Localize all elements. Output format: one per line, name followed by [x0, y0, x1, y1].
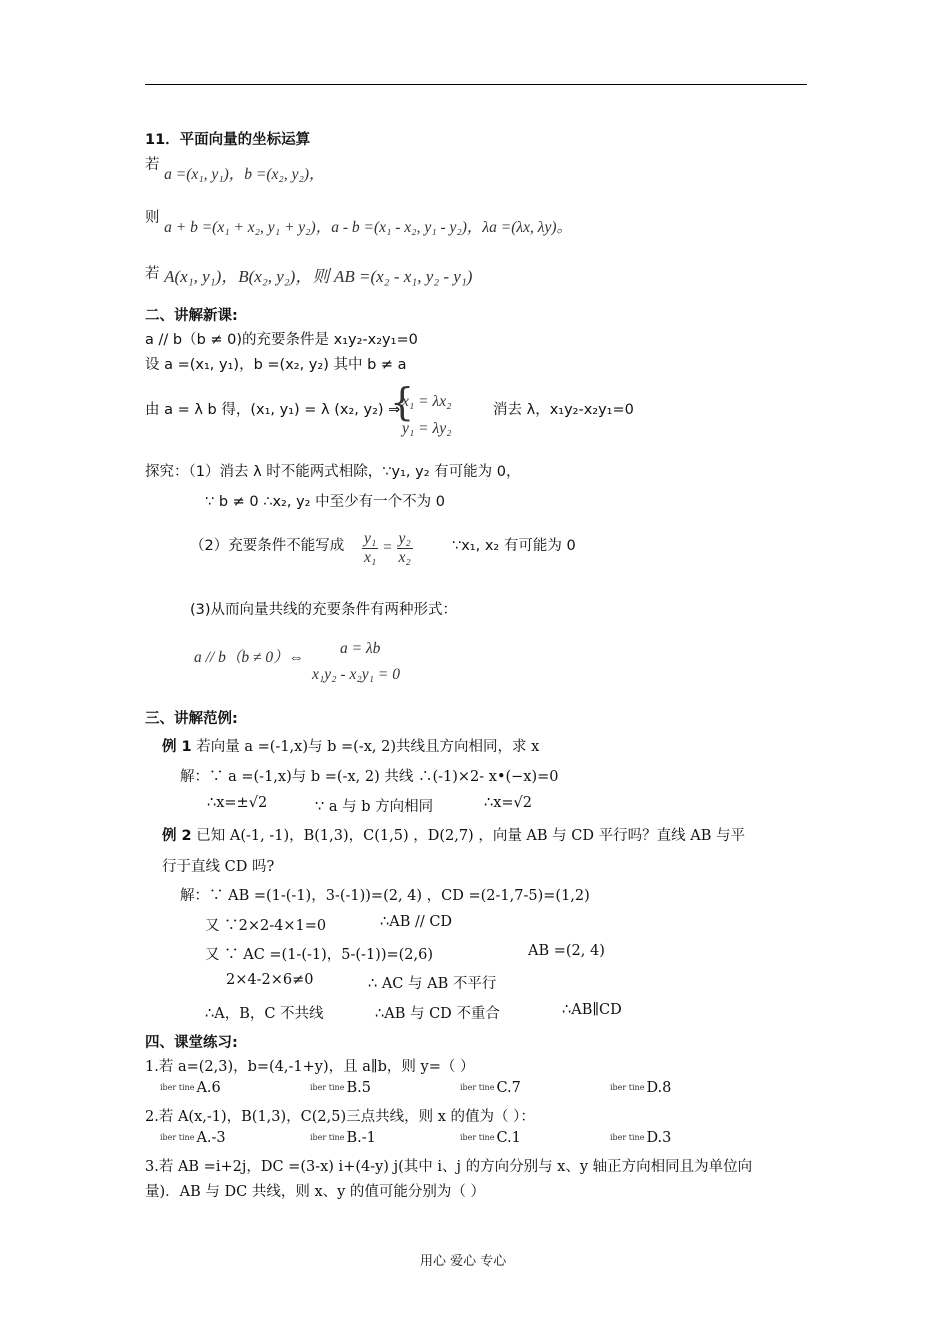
example-2	[162, 824, 745, 845]
ex2-text-2: 行于直线 CD 吗?	[162, 859, 275, 875]
ex2-sol-3a: 又 ∵ AC =(1-(-1)，5-(-1))=(2,6)	[205, 947, 434, 963]
explore-2b: ∵x₁, x₂ 有可能为 0	[452, 538, 576, 554]
ex1-sol-2a: ∴x=±√2	[207, 795, 268, 811]
ex1-text: 若向量 a =(-1,x)与 b =(-x, 2)共线且方向相同，求 x	[196, 739, 540, 755]
ex2-sol-5a: ∴A，B，C 不共线	[205, 1006, 324, 1022]
line-3	[145, 258, 473, 286]
q1-option-c-label: C.7	[496, 1080, 521, 1096]
q2-option-b-label: B.-1	[346, 1130, 376, 1146]
option-marker-icon: iber tine	[460, 1133, 495, 1142]
text-ze: 则	[145, 210, 160, 226]
line-1	[145, 152, 325, 183]
ex1-label: 例 1	[162, 739, 192, 755]
line-2	[145, 205, 572, 236]
option-marker-icon: iber tine	[610, 1133, 645, 1142]
explore-3: (3)从而向量共线的充要条件有两种形式：	[190, 602, 458, 618]
q1-option-b	[310, 1080, 371, 1096]
text-ruo-2: 若	[145, 266, 160, 282]
math-points: A(x₁, y₁)，B(x₂, y₂)，则	[164, 267, 330, 286]
frac-den-1: x₁	[364, 549, 377, 566]
section-4-title: 四、课堂练习:	[145, 1035, 238, 1051]
ex1-sol-2b: ∵ a 与 b 方向相同	[315, 799, 434, 815]
q1-option-c	[460, 1080, 521, 1096]
frac-den-2: x₂	[398, 549, 411, 566]
ex2-sol-2a: 又 ∵2×2-4×1=0	[205, 918, 327, 934]
system-eq-2: y₁ = λy₂	[402, 420, 452, 437]
ex2-sol-4b: ∴ AC 与 AB 不平行	[368, 976, 497, 992]
fraction-y1-x1: $\frac{\text{y₁}}{\text{x₁}}$ = $\frac{\text{y₂}}{\text{x₂}}$	[364, 530, 411, 566]
option-marker-icon: iber tine	[160, 1083, 195, 1092]
s2-line-3b: 消去 λ，x₁y₂-x₂y₁=0	[493, 402, 634, 418]
example-1	[162, 735, 539, 756]
question-3: 3.若 AB =i+2j，DC =(3-x) i+(4-y) j(其中 i、j 的方向分别与 x、y 轴正方向相同且为单位向	[145, 1159, 753, 1175]
system-eq-1: x₁ = λx₂	[402, 393, 452, 410]
q1-option-b-label: B.5	[346, 1080, 371, 1096]
frac-num-2: y₂	[398, 530, 411, 547]
question-1: 1.若 a=(2,3)，b=(4,-1+y)，且 a∥b，则 y=（ ）	[145, 1059, 475, 1075]
ex2-sol-4a: 2×4-2×6≠0	[226, 972, 314, 988]
option-marker-icon: iber tine	[310, 1083, 345, 1092]
explore-2a: （2）充要条件不能写成	[190, 538, 345, 554]
header-rule	[145, 84, 807, 85]
text-ruo: 若	[145, 157, 160, 173]
q2-option-a	[160, 1130, 226, 1146]
ex2-text: 已知 A(-1, -1)，B(1,3)，C(1,5) ，D(2,7) ，向量 AB 与 CD 平行吗？直线 AB 与平	[196, 828, 745, 844]
math-ab-def: a =(x₁, y₁)，b =(x₂, y₂)，	[164, 166, 325, 183]
section-11-title: 11．平面向量的坐标运算	[145, 132, 311, 148]
ex2-label: 例 2	[162, 828, 192, 844]
ex2-sol-3b: AB =(2, 4)	[528, 943, 605, 959]
s2-line-2: 设 a =(x₁, y₁)，b =(x₂, y₂) 其中 b ≠ a	[145, 357, 407, 373]
page-footer: 用心 爱心 专心	[420, 1254, 507, 1269]
explore-1: 探究：（1）消去 λ 时不能两式相除，∵y₁, y₂ 有可能为 0，	[145, 464, 521, 480]
math-ab-vector: AB =(x₂ - x₁, y₂ - y₁)	[333, 267, 473, 286]
q1-option-a	[160, 1080, 221, 1096]
q2-option-b	[310, 1130, 376, 1146]
q2-option-d-label: D.3	[646, 1130, 672, 1146]
math-ops: a + b =(x₁ + x₂, y₁ + y₂)，a - b =(x₁ - x₂, y₁ - y₂)，λa =(λx, λy)。	[164, 219, 572, 236]
option-marker-icon: iber tine	[310, 1133, 345, 1142]
section-3-title: 三、讲解范例:	[145, 711, 238, 727]
option-marker-icon: iber tine	[610, 1083, 645, 1092]
form-right-1: a = λb	[340, 640, 381, 657]
ex1-solution-1: 解：∵ a =(-1,x)与 b =(-x, 2) 共线 ∴(-1)×2- x•(−x)=0	[180, 769, 559, 785]
section-2-title: 二、讲解新课:	[145, 308, 238, 324]
s2-line-3a: 由 a = λ b 得，(x₁, y₁) = λ (x₂, y₂) ⇒	[145, 402, 401, 418]
explore-1b: ∵ b ≠ 0 ∴x₂, y₂ 中至少有一个不为 0	[205, 494, 445, 510]
frac-num-1: y₁	[364, 530, 377, 547]
ex2-sol-1: 解：∵ AB =(1-(-1)，3-(-1))=(2, 4) ，CD =(2-1,7-5)=(1,2)	[180, 888, 590, 904]
question-2: 2.若 A(x,-1)，B(1,3)，C(2,5)三点共线，则 x 的值为（ ）：	[145, 1109, 535, 1125]
q2-option-c-label: C.1	[496, 1130, 521, 1146]
ex2-sol-5c: ∴AB∥CD	[562, 1002, 622, 1018]
option-marker-icon: iber tine	[160, 1133, 195, 1142]
option-marker-icon: iber tine	[460, 1083, 495, 1092]
question-3b: 量)．AB 与 DC 共线，则 x、y 的值可能分别为（ ）	[145, 1184, 486, 1200]
ex2-sol-2b: ∴AB // CD	[380, 914, 453, 930]
q2-option-c	[460, 1130, 521, 1146]
form-right-2: x₁y₂ - x₂y₁ = 0	[312, 666, 400, 683]
q1-option-a-label: A.6	[196, 1080, 221, 1096]
ex1-sol-2c: ∴x=√2	[484, 795, 533, 811]
form-left: a // b（b ≠ 0）⇔	[194, 649, 305, 666]
s2-line-1: a // b（b ≠ 0)的充要条件是 x₁y₂-x₂y₁=0	[145, 332, 418, 348]
q2-option-d	[610, 1130, 671, 1146]
q2-option-a-label: A.-3	[196, 1130, 226, 1146]
ex2-sol-5b: ∴AB 与 CD 不重合	[375, 1006, 500, 1022]
system-brace: {	[390, 380, 415, 424]
q1-option-d-label: D.8	[646, 1080, 672, 1096]
q1-option-d	[610, 1080, 671, 1096]
